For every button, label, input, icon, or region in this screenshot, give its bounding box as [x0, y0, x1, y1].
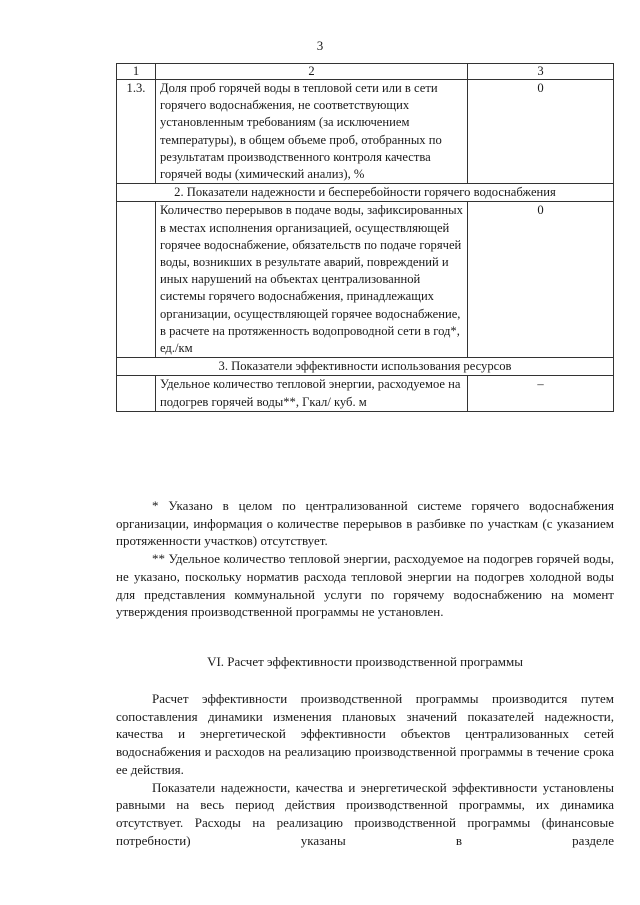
table-header-row [117, 64, 614, 80]
header-cell-1: 1 [117, 64, 156, 80]
header-cell-2: 2 [156, 64, 468, 80]
page-number: 3 [316, 38, 324, 53]
row-number [117, 202, 156, 358]
indicator-text: Удельное количество тепловой энергии, расходуемое на подогрев горячей воды**, Гкал/ куб. м [156, 376, 468, 411]
table-row [117, 202, 614, 358]
indicator-text: Количество перерывов в подаче воды, зафиксированных в местах исполнения организацией, осуществляющей горячее водоснабжение, обязательств по подаче горячей воды, возникших в результате аварий, повреждений и иных нарушений на объектах централизованной системы горячего водоснабжения, принадлежащих организации, осуществляющей горячее водоснабжение, в расчете на протяженность водопроводной сети в год*, ед./км [156, 202, 468, 358]
paragraph: Показатели надежности, качества и энергетической эффективности установлены равными на весь период действия производственной программы, их динамика отсутствует. Расходы на реализацию производственной программы (финансовые потребности) указаны в разделе [116, 779, 614, 848]
table-section-row [117, 184, 614, 202]
indicator-value: 0 [468, 202, 614, 358]
section-heading: VI. Расчет эффективности производственной программы [207, 654, 523, 669]
row-number: 1.3. [117, 80, 156, 184]
indicators-table [116, 63, 614, 412]
section-title: 2. Показатели надежности и бесперебойности горячего водоснабжения [117, 184, 614, 202]
table-row [117, 376, 614, 411]
table-row [117, 80, 614, 184]
footnotes [116, 497, 614, 621]
section-title: 3. Показатели эффективности использования ресурсов [117, 358, 614, 376]
row-number [117, 376, 156, 411]
indicator-value: 0 [468, 80, 614, 184]
footnote-2: ** Удельное количество тепловой энергии, расходуемое на подогрев горячей воды, не указано, поскольку норматив расхода тепловой энергии на подогрев холодной воды для представления коммунальной услуги по горячему водоснабжению на момент утверждения производственной программы не установлен. [116, 551, 614, 620]
indicator-text: Доля проб горячей воды в тепловой сети или в сети горячего водоснабжения, не соответствующих установленным требованиям (за исключением температуры), в общем объеме проб, отобранных по результатам производственного контроля качества горячей воды (химический анализ), % [156, 80, 468, 184]
header-cell-3: 3 [468, 64, 614, 80]
body-text [116, 690, 614, 849]
paragraph: Расчет эффективности производственной программы производится путем сопоставления динамики изменения плановых значений показателей надежности, качества и энергетической эффективности объектов централизованных сетей водоснабжения и расходов на реализацию производственной программы в течение срока ее действия. [116, 691, 614, 777]
indicator-value: – [468, 376, 614, 411]
table-section-row [117, 358, 614, 376]
footnote-1: * Указано в целом по централизованной системе горячего водоснабжения организации, информация о количестве перерывов в разбивке по участкам (с указанием протяженности участков) отсутствует. [116, 498, 614, 549]
